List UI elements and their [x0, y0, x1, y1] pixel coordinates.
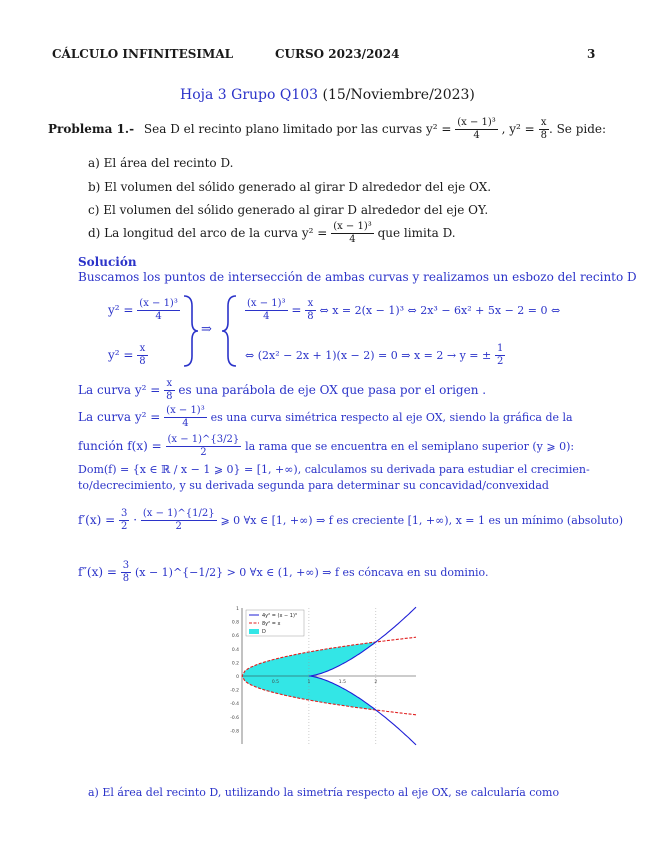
y-tick-label: 0.4 [231, 647, 239, 653]
para3-post: la rama que se encuentra en el semiplano superior (y ⩾ 0): [245, 440, 575, 453]
frac-num: x [539, 117, 549, 130]
sys-lhs2: y² = [108, 348, 134, 362]
x-tick-label: 1.5 [338, 680, 346, 685]
y-tick-label: -0.6 [230, 715, 239, 721]
para1-pre: La curva y² = [78, 383, 161, 397]
deriv2-frac [121, 560, 131, 585]
system-line2 [245, 343, 505, 368]
sheet-title-main: Hoja 3 Grupo Q103 [180, 87, 319, 103]
frac-num: (x − 1)³ [166, 405, 205, 416]
problem-curve1: y² = [425, 122, 452, 136]
para2-fraction [164, 405, 207, 430]
legend-entry: 8y² = x [262, 621, 281, 627]
line1-fraction2 [305, 298, 315, 323]
x-tick-label: 1 [307, 680, 311, 685]
line2-text: ⇔ (2x² − 2x + 1)(x − 2) = 0 ⇒ x = 2 → y = ± [245, 349, 492, 362]
solution-heading: Solución [78, 255, 137, 269]
frac-den: 4 [182, 418, 189, 429]
para3-pre: función f(x) = [78, 439, 162, 453]
legend-swatch-d [249, 629, 259, 634]
left-brace [222, 296, 236, 366]
sys-lhs1-fraction [137, 298, 180, 323]
legend-entry: 4y² = (x − 1)³ [262, 613, 297, 619]
sheet-title-date: (15/Noviembre/2023) [322, 87, 475, 103]
frac-num: (x − 1)³ [139, 298, 178, 309]
problem-item-d [88, 221, 456, 246]
part-a-text: a) El área del recinto D, utilizando la simetría respecto al eje OX, se calcularía como [88, 786, 560, 799]
course-year: CURSO 2023/2024 [275, 47, 400, 61]
problem-curve2-fraction [539, 117, 549, 142]
para-domain-cont: to/decrecimiento, y su derivada segunda para determinar su concavidad/convexidad [78, 479, 549, 492]
para2-post: es una curva simétrica respecto al eje OX, siendo la gráfica de la [210, 411, 573, 424]
y-tick-label: -0.8 [230, 729, 239, 735]
frac-num: (x − 1)³ [333, 221, 372, 232]
second-derivative [78, 560, 488, 585]
x-tick-label: 0.5 [271, 680, 280, 685]
frac-den: 8 [139, 356, 146, 367]
line1-fraction1 [245, 298, 288, 323]
frac-num: 3 [122, 560, 130, 571]
problem-intro: Sea D el recinto plano limitado por las curvas [143, 122, 423, 136]
frac-num: (x − 1)³ [247, 298, 286, 309]
y-tick-label: -0.4 [230, 702, 239, 708]
frac-num: x [164, 378, 174, 391]
legend-entry: D [262, 629, 266, 635]
problem-ask: . Se pide: [548, 122, 607, 136]
system-eq2 [108, 343, 148, 368]
item-d-pre: d) La longitud del arco de la curva y² = [88, 226, 328, 240]
para3-fraction [166, 434, 242, 459]
frac-num: (x − 1)³ [457, 117, 496, 128]
problem-item-b: b) El volumen del sólido generado al girar D alrededor del eje OX. [88, 180, 492, 194]
frac-den: 4 [263, 311, 270, 322]
para-function [78, 434, 574, 459]
frac-den: 8 [307, 311, 314, 322]
para-domain: Dom(f) = {x ∈ ℝ / x − 1 ⩾ 0} = [1, +∞), calculamos su derivada para estudiar el crecimien- [78, 463, 590, 476]
problem-statement [48, 117, 606, 142]
frac-num: 3 [121, 508, 128, 519]
para1-post: es una parábola de eje OX que pasa por el origen . [178, 383, 487, 397]
frac-den: 2 [121, 521, 128, 532]
region-plot [220, 604, 420, 748]
x-tick-label: 2 [374, 680, 378, 685]
para2-pre: La curva y² = [78, 410, 161, 424]
system-eq1 [108, 298, 180, 323]
frac-num: 1 [497, 343, 504, 354]
deriv1-frac1 [119, 508, 129, 533]
para-symmetric-curve [78, 405, 573, 430]
frac-num: x [305, 298, 315, 311]
first-derivative [78, 508, 623, 533]
para1-fraction [164, 378, 174, 403]
deriv2-post: (x − 1)^{−1/2} > 0 ∀x ∈ (1, +∞) ⇒ f es cóncava en su dominio. [134, 566, 489, 579]
deriv1-dot: · [133, 513, 138, 527]
deriv1-post: ⩾ 0 ∀x ∈ [1, +∞) ⇒ f es creciente [1, +∞), x = 1 es un mínimo (absoluto) [220, 514, 624, 527]
y-tick-label: -0.2 [230, 688, 239, 694]
frac-den: 4 [155, 311, 162, 322]
problem-label: Problema 1.- [48, 122, 135, 136]
item-d-post: que limita D. [377, 226, 456, 240]
solution-intro: Buscamos los puntos de intersección de ambas curvas y realizamos un esbozo del recinto D [78, 270, 637, 284]
frac-den: 4 [473, 130, 480, 141]
frac-den: 8 [122, 573, 130, 584]
page-number: 3 [587, 47, 596, 61]
line1-rest: ⇔ x = 2(x − 1)³ ⇔ 2x³ − 6x² + 5x − 2 = 0 ⇔ [319, 304, 561, 317]
y-tick-label: 0.8 [231, 620, 239, 626]
problem-curve1-fraction [455, 117, 498, 142]
line2-fraction [495, 343, 505, 368]
problem-item-a: a) El área del recinto D. [88, 156, 234, 170]
deriv1-frac2 [141, 508, 217, 533]
y-tick-label: 0 [236, 675, 239, 680]
deriv1-pre: f′(x) = [78, 513, 116, 527]
problem-sep: , y² = [501, 122, 535, 136]
deriv2-pre: f″(x) = [78, 565, 117, 579]
right-brace [184, 296, 198, 366]
para-parabola [78, 378, 486, 403]
line1-eq: = [291, 303, 302, 317]
frac-den: 8 [166, 391, 173, 402]
course-title: CÁLCULO INFINITESIMAL [52, 47, 234, 61]
frac-den: 8 [540, 130, 547, 141]
implies-arrow: ⇒ [201, 322, 212, 337]
frac-den: 2 [497, 356, 504, 367]
sys-lhs2-fraction [137, 343, 147, 368]
y-tick-label: 0.2 [231, 661, 239, 667]
system-line1 [245, 298, 560, 323]
y-tick-label: 1 [236, 607, 239, 612]
frac-den: 2 [175, 521, 182, 532]
frac-den: 4 [349, 234, 356, 245]
y-tick-label: 0.6 [231, 634, 239, 640]
item-d-fraction [331, 221, 374, 246]
frac-num: (x − 1)^{1/2} [142, 508, 215, 519]
frac-den: 2 [200, 447, 207, 458]
frac-num: (x − 1)^{3/2} [167, 434, 240, 445]
frac-num: x [137, 343, 147, 356]
problem-item-c: c) El volumen del sólido generado al girar D alrededor del eje OY. [88, 203, 489, 217]
sys-lhs1: y² = [108, 303, 134, 317]
sheet-title [180, 87, 475, 103]
